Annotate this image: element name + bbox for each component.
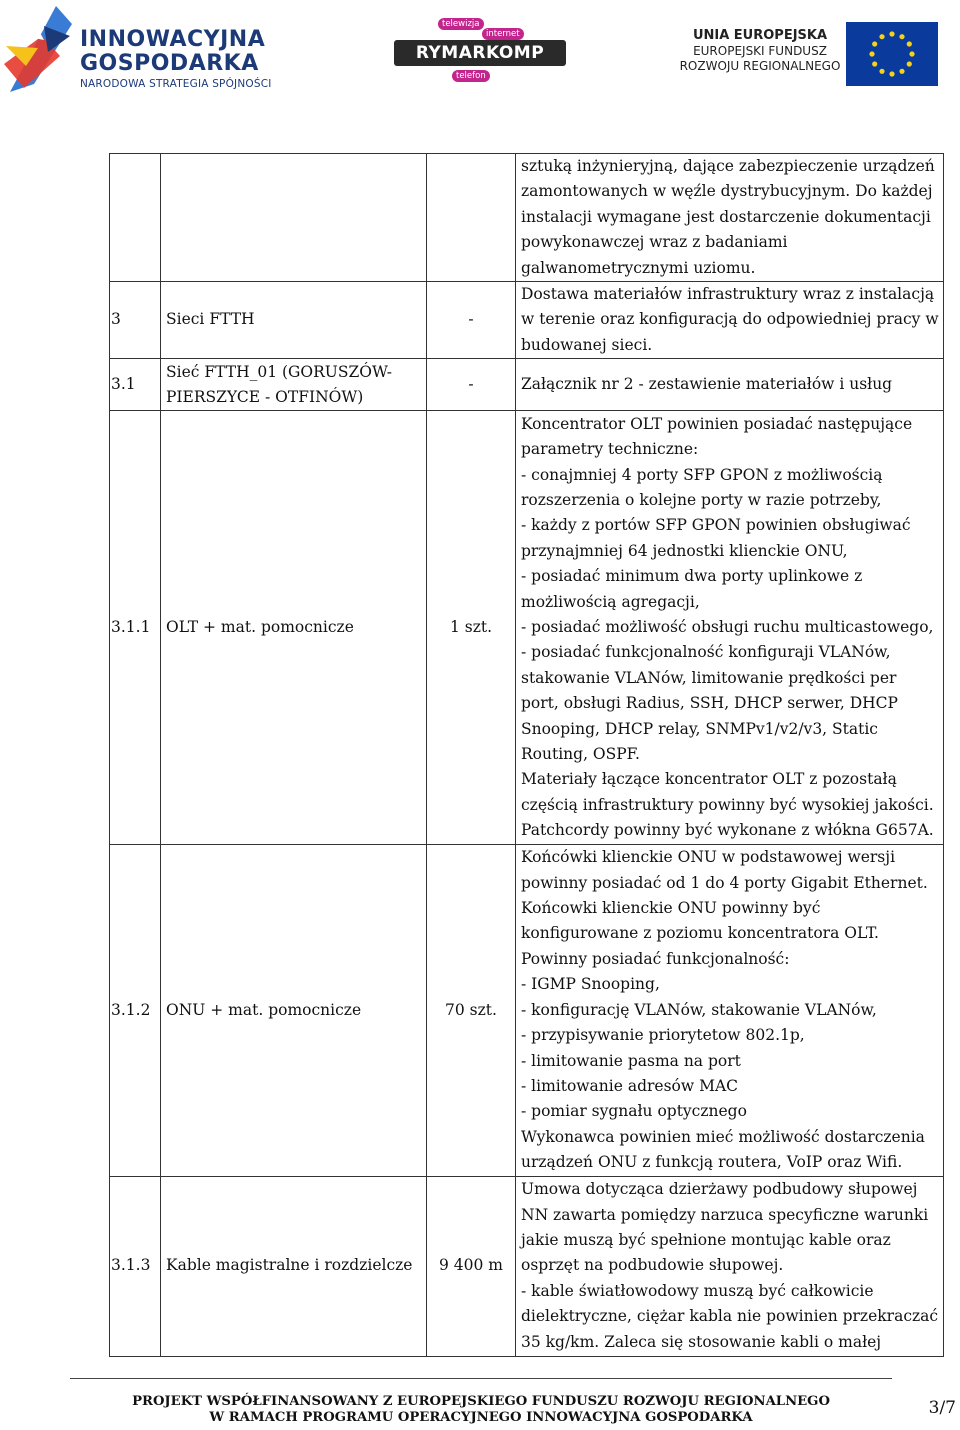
row-name xyxy=(161,154,427,282)
rymarkomp-logo xyxy=(394,14,568,88)
ig-logo-line1: INNOWACYJNA xyxy=(80,27,266,52)
row-number: 3.1.1 xyxy=(110,411,161,845)
description-line: budowanej sieci. xyxy=(521,335,653,354)
row-description xyxy=(516,282,944,359)
description-line: Powinny posiadać funkcjonalność: xyxy=(521,949,790,968)
rymarkomp-tag-phone: telefon xyxy=(452,70,490,82)
eu-flag-icon xyxy=(846,22,938,86)
row-name xyxy=(161,359,427,411)
description-line: powinny posiadać od 1 do 4 porty Gigabit Ethernet. xyxy=(521,873,928,892)
table-row xyxy=(110,359,944,411)
description-line: przynajmniej 64 jednostki klienckie ONU, xyxy=(521,541,848,560)
description-line: powykonawczej wraz z badaniami xyxy=(521,233,788,252)
table-row xyxy=(110,411,944,845)
table-row xyxy=(110,845,944,1176)
rymarkomp-tag-tv: telewizja xyxy=(438,18,484,30)
description-line: instalacji wymagane jest dostarczenie dokumentacji xyxy=(521,207,931,226)
row-description xyxy=(516,1176,944,1356)
description-line: - konfigurację VLANów, stakowanie VLANów, xyxy=(521,1000,877,1019)
row-name: OLT + mat. pomocnicze xyxy=(161,411,427,845)
row-description xyxy=(516,154,944,282)
description-line: Załącznik nr 2 - zestawienie materiałów i usług xyxy=(521,375,893,394)
description-line: - pomiar sygnału optycznego xyxy=(521,1102,747,1121)
description-line: konfigurowane z poziomu koncentratora OLT. xyxy=(521,924,879,943)
footer-line2: W RAMACH PROGRAMU OPERACYJNEGO INNOWACYJNA GOSPODARKA xyxy=(209,1410,753,1425)
row-name: Kable magistralne i rozdzielcze xyxy=(161,1176,427,1356)
description-line: sztuką inżynieryjną, dające zabezpieczenie urządzeń xyxy=(521,157,935,175)
description-line: Wykonawca powinien mieć możliwość dostarczenia xyxy=(521,1127,925,1146)
footer-text xyxy=(80,1394,882,1426)
row-name-line1: Sieć FTTH_01 (GORUSZÓW- xyxy=(166,362,392,381)
table-row xyxy=(110,282,944,359)
description-line: urządzeń ONU z funkcją routera, VoIP oraz Wifi. xyxy=(521,1153,903,1172)
description-line: Końcówki klienckie ONU w podstawowej wersji xyxy=(521,848,896,867)
eu-fund-logo xyxy=(658,4,958,96)
description-line: - każdy z portów SFP GPON powinien obsługiwać xyxy=(521,516,911,535)
description-line: jakie muszą być spełnione montując kable oraz xyxy=(521,1230,891,1249)
description-line: - IGMP Snooping, xyxy=(521,975,660,994)
row-description xyxy=(516,845,944,1176)
description-line: - posiadać minimum dwa porty uplinkowe z xyxy=(521,567,863,586)
description-line: Snooping, DHCP relay, SNMPv1/v2/v3, Static xyxy=(521,719,878,738)
table-row xyxy=(110,154,944,282)
description-line: - kable światłowodowy muszą być całkowicie xyxy=(521,1281,874,1300)
description-line: Koncentrator OLT powinien posiadać następujące xyxy=(521,414,913,433)
description-line: port, obsługi Radius, SSH, DHCP serwer, DHCP xyxy=(521,694,898,713)
row-quantity xyxy=(427,154,516,282)
description-line: częścią infrastruktury powinny być wysokiej jakości. xyxy=(521,795,934,814)
page-header xyxy=(0,0,960,110)
row-number xyxy=(110,154,161,282)
description-line: Materiały łączące koncentrator OLT z pozostałą xyxy=(521,770,897,789)
row-number: 3.1.3 xyxy=(110,1176,161,1356)
rymarkomp-wordmark: RYMARKOMP xyxy=(394,40,566,66)
table-row xyxy=(110,1176,944,1356)
eu-logo-line1: UNIA EUROPEJSKA xyxy=(692,28,828,43)
row-quantity: 1 szt. xyxy=(427,411,516,845)
page-number: 3/7 xyxy=(928,1398,956,1418)
row-name: ONU + mat. pomocnicze xyxy=(161,845,427,1176)
description-line: Dostawa materiałów infrastruktury wraz z instalacją xyxy=(521,285,935,304)
description-line: zamontowanych w węźle dystrybucyjnym. Do każdej xyxy=(521,182,933,201)
description-line: w terenie oraz konfiguracją do odpowiedniej pracy w xyxy=(521,310,939,329)
ig-star-icon xyxy=(4,6,76,96)
row-quantity: - xyxy=(427,282,516,359)
description-line: galwanometrycznymi uziomu. xyxy=(521,258,756,277)
description-line: - przypisywanie priorytetow 802.1p, xyxy=(521,1026,805,1045)
description-line: Końcowki klienckie ONU powinny być xyxy=(521,899,821,918)
row-quantity: 9 400 m xyxy=(427,1176,516,1356)
eu-logo-line3: ROZWOJU REGIONALNEGO xyxy=(679,59,841,73)
row-quantity: 70 szt. xyxy=(427,845,516,1176)
description-line: Umowa dotycząca dzierżawy podbudowy słupowej xyxy=(521,1180,918,1199)
description-line: stakowanie VLANów, limitowanie prędkości per xyxy=(521,668,897,687)
description-line: - conajmniej 4 porty SFP GPON z możliwością xyxy=(521,465,883,484)
row-name-line2: PIERSZYCE - OTFINÓW) xyxy=(166,387,364,406)
description-line: - limitowanie adresów MAC xyxy=(521,1076,738,1095)
description-line: - posiadać funkcjonalność konfiguraji VLANów, xyxy=(521,643,891,662)
row-name: Sieci FTTH xyxy=(161,282,427,359)
description-line: Patchcordy powinny być wykonane z włókna G657A. xyxy=(521,821,934,840)
description-line: 35 kg/km. Zaleca się stosowanie kabli o małej xyxy=(521,1332,882,1351)
eu-logo-line2: EUROPEJSKI FUNDUSZ xyxy=(693,44,827,58)
footer-divider xyxy=(70,1378,892,1379)
description-line: parametry techniczne: xyxy=(521,440,699,459)
description-line: - limitowanie pasma na port xyxy=(521,1051,741,1070)
row-number: 3 xyxy=(110,282,161,359)
rymarkomp-tag-internet: internet xyxy=(482,28,524,40)
innowacyjna-gospodarka-logo xyxy=(4,6,294,96)
description-line: NN zawarta pomiędzy narzuca specyficzne warunki xyxy=(521,1205,929,1224)
row-description xyxy=(516,411,944,845)
row-description xyxy=(516,359,944,411)
ig-logo-line3: NARODOWA STRATEGIA SPÓJNOŚCI xyxy=(80,78,272,90)
footer-line1: PROJEKT WSPÓŁFINANSOWANY Z EUROPEJSKIEGO FUNDUSZU ROZWOJU REGIONALNEGO xyxy=(132,1394,830,1409)
description-line: osprzęt na podbudowie słupowej. xyxy=(521,1256,784,1275)
ig-logo-line2: GOSPODARKA xyxy=(80,51,259,76)
row-number: 3.1 xyxy=(110,359,161,411)
description-line: możliwością agregacji, xyxy=(521,592,700,611)
specification-table xyxy=(109,153,944,1357)
description-line: rozszerzenia o kolejne porty w razie potrzeby, xyxy=(521,491,882,510)
row-number: 3.1.2 xyxy=(110,845,161,1176)
row-quantity: - xyxy=(427,359,516,411)
description-line: Routing, OSPF. xyxy=(521,745,640,764)
description-line: - posiadać możliwość obsługi ruchu multicastowego, xyxy=(521,618,934,637)
description-line: dielektryczne, ciężar kabla nie powinien przekraczać xyxy=(521,1307,939,1326)
